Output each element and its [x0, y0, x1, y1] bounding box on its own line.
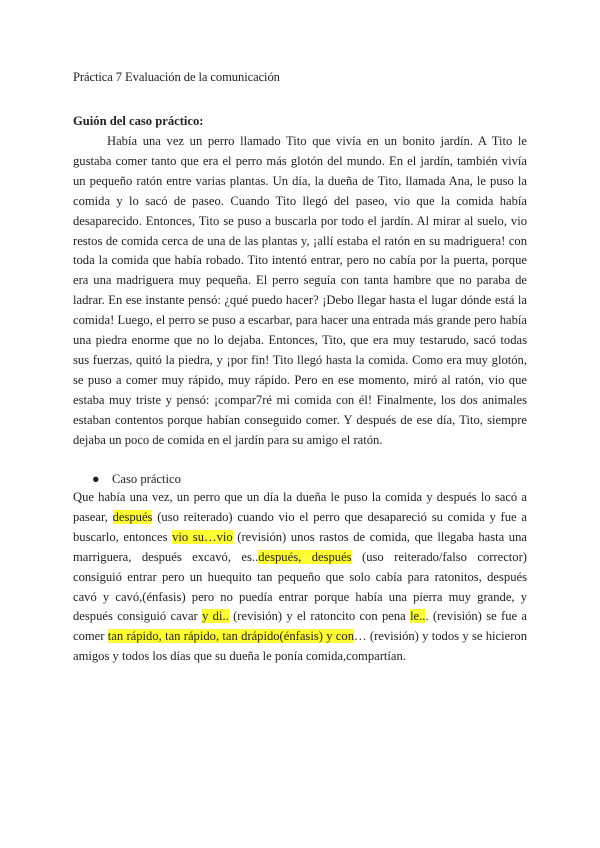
- case-text: Que había una vez, un perro que un día la dueña le puso la comida y después lo sacó a pasear,: [73, 490, 527, 524]
- highlighted-text: después: [112, 509, 153, 524]
- case-text: (revisión) unos rastos de comida, que llegaba hasta una marriguera, después excavó, es..: [73, 529, 527, 564]
- highlighted-text: vio su…vio: [172, 529, 233, 544]
- case-text: (revisión) y el ratoncito con pena: [228, 609, 411, 624]
- case-section: [73, 488, 527, 667]
- case-text: (uso reiterado/falso corrector) consiguió entrar pero un huequito tan pequeño que solo cabía para ratonitos, después cavó y cavó,(énfasis) pero no puedía entrar porque había una pierra muy grande, y después consiguió cavar: [73, 549, 527, 624]
- highlighted-text: tan rápido, tan rápido, tan drápido(énfasis) y con: [107, 629, 354, 644]
- case-text: . (revisión) se fue a comer: [73, 609, 527, 644]
- bullet-label: Caso práctico: [112, 472, 181, 486]
- highlighted-text: y di..: [202, 609, 229, 624]
- case-paragraph: [73, 488, 527, 667]
- highlighted-text: le..: [410, 609, 426, 624]
- bullet-item: [92, 470, 181, 490]
- story-paragraph: Había una vez un perro llamado Tito que vivía en un bonito jardín. A Tito le gustaba comer tanto que era el perro más glotón del mundo. En el jardín, también vivía un pequeño ratón entre varias plantas. Un día, la dueña de Tito, llamada Ana, le puso la comida y lo sacó de paseo. Cuando Tito llegó del paseo, vio que la comida había desaparecido. Entonces, Tito se puso a buscarla por todo el jardín. Al mirar al suelo, vio restos de comida cerca de una de las plantas y, ¡allí estaba el ratón en su madriguera! con toda la comida que había robado. Tito intentó entrar, pero no cabía por la puerta, porque era una madriguera muy pequeña. El perro seguía con tanta hambre que no paraba de ladrar. En ese instante pensó: ¿qué puedo hacer? ¡Debo llegar hasta el lugar dónde está la comida! Luego, el perro se puso a escarbar, para hacer una entrada más grande pero había una piedra enorme que no lo dejaba. Entonces, Tito, que era muy testarudo, sacó todas sus fuerzas, quitó la piedra, y ¡por fin! Tito llegó hasta la comida. Como era muy glotón, se puso a comer muy rápido, muy rápido. Pero en ese momento, miró al ratón, vio que estaba muy triste y pensó: ¡compar7ré mi comida con él! Finalmente, los dos animales estaban contentos porque habían conseguido comer. Y después de ese día, Tito, siempre dejaba un poco de comida en el jardín para su amigo el ratón.: [73, 134, 527, 447]
- document-title: Práctica 7 Evaluación de la comunicación: [73, 70, 280, 84]
- script-heading: Guión del caso práctico:: [73, 114, 204, 128]
- case-text: … (revisión) y todos y se hicieron amigos y todos los días que su dueña le ponía comida,compartían.: [73, 629, 527, 664]
- case-text: (uso reiterado) cuando vio el perro que desapareció su comida y fue a buscarlo, entonces: [73, 509, 527, 544]
- bullet-icon: ●: [92, 472, 100, 486]
- highlighted-text: después, después: [258, 549, 352, 564]
- story-section: [73, 132, 527, 451]
